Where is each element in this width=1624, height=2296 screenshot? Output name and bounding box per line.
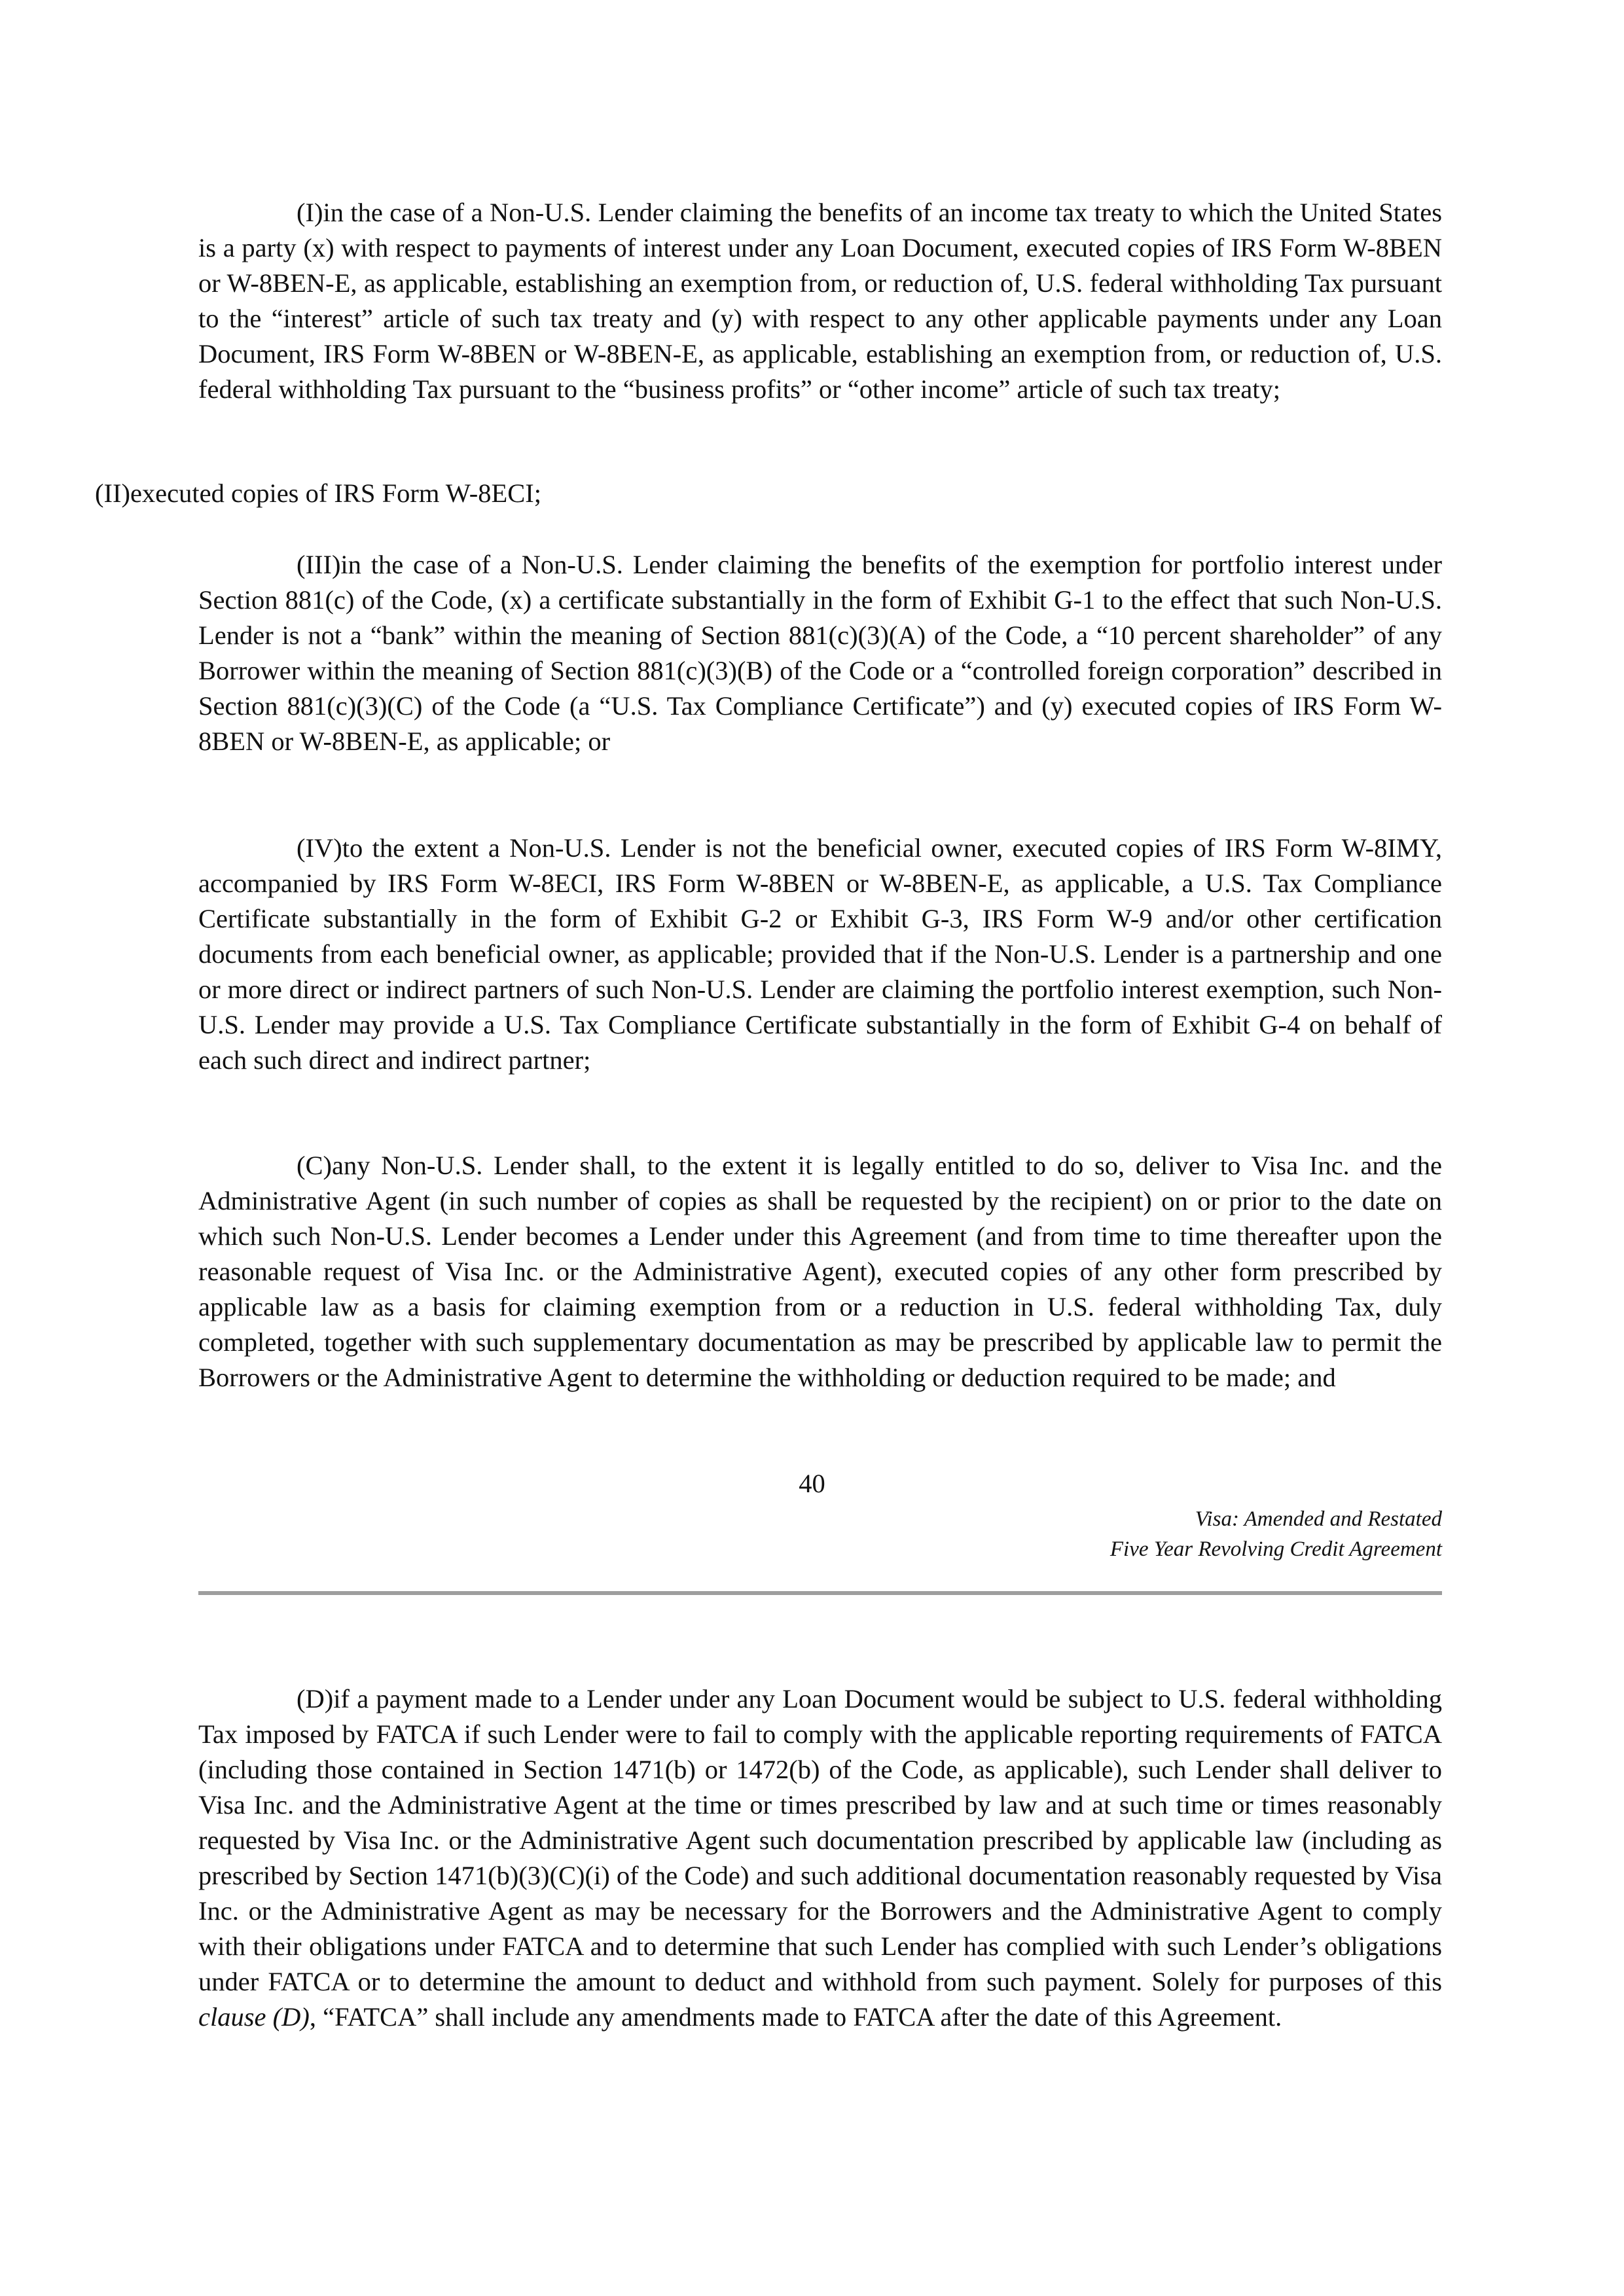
paragraph-i: (I)in the case of a Non-U.S. Lender claiming the benefits of an income tax treaty to which the United States is a party (x) with respect to payments of interest under any Loan Document, executed copies of IRS Form W-8BEN or W-8BEN-E, as applicable, establishing an exemption from, or reduction of, U.S. federal withholding Tax pursuant to the “interest” article of such tax treaty and (y) with respect to any other applicable payments under any Loan Document, IRS Form W-8BEN or W-8BEN-E, as applicable, establishing an exemption from, or reduction of, U.S. federal withholding Tax pursuant to the “business profits” or “other income” article of such tax treaty; xyxy=(198,198,1442,404)
paragraph-d xyxy=(198,1681,1442,2035)
footer-line-2: Five Year Revolving Credit Agreement xyxy=(1110,1537,1442,1561)
paragraph-iv: (IV)to the extent a Non-U.S. Lender is not the beneficial owner, executed copies of IRS Form W-8IMY, accompanied by IRS Form W-8ECI, IRS Form W-8BEN or W-8BEN-E, as applicable, a U.S. Tax Compliance Certificate substantially in the form of Exhibit G-2 or Exhibit G-3, IRS Form W-9 and/or other certification documents from each beneficial owner, as applicable; provided that if the Non-U.S. Lender is a partnership and one or more direct or indirect partners of such Non-U.S. Lender are claiming the portfolio interest exemption, such Non-U.S. Lender may provide a U.S. Tax Compliance Certificate substantially in the form of Exhibit G-4 on behalf of each such direct and indirect partner; xyxy=(198,833,1442,1075)
running-footer xyxy=(1110,1504,1442,1564)
footer-line-1: Visa: Amended and Restated xyxy=(1195,1507,1442,1531)
paragraph-d-italic-ref: clause (D) xyxy=(198,2002,310,2032)
paragraph-c: (C)any Non-U.S. Lender shall, to the extent it is legally entitled to do so, deliver to Visa Inc. and the Administrative Agent (in such number of copies as shall be requested by the recipient) on or prior to the date on which such Non-U.S. Lender becomes a Lender under this Agreement (and from time to time thereafter upon the reasonable request of Visa Inc. or the Administrative Agent), executed copies of any other form prescribed by applicable law as a basis for claiming exemption from or a reduction in U.S. federal withholding Tax, duly completed, together with such supplementary documentation as may be prescribed by applicable law to permit the Borrowers or the Administrative Agent to determine the withholding or deduction required to be made; and xyxy=(198,1151,1442,1392)
page-number: 40 xyxy=(799,1469,825,1498)
paragraph-d-text-1: (D)if a payment made to a Lender under any Loan Document would be subject to U.S. federal withholding Tax imposed by FATCA if such Lender were to fail to comply with the applicable reporting requirements of FATCA (including those contained in Section 1471(b) or 1472(b) of the Code, as applicable), such Lender shall deliver to Visa Inc. and the Administrative Agent at the time or times prescribed by law and at such time or times reasonably requested by Visa Inc. or the Administrative Agent such documentation prescribed by applicable law (including as prescribed by Section 1471(b)(3)(C)(i) of the Code) and such additional documentation reasonably requested by Visa Inc. or the Administrative Agent as may be necessary for the Borrowers and the Administrative Agent to comply with their obligations under FATCA and to determine that such Lender has complied with such Lender’s obligations under FATCA or to determine the amount to deduct and withhold from such payment. Solely for purposes of this xyxy=(198,1684,1442,1996)
paragraph-d-text-2: , “FATCA” shall include any amendments made to FATCA after the date of this Agreement. xyxy=(309,2002,1282,2032)
paragraph-iii: (III)in the case of a Non-U.S. Lender claiming the benefits of the exemption for portfolio interest under Section 881(c) of the Code, (x) a certificate substantially in the form of Exhibit G-1 to the effect that such Non-U.S. Lender is not a “bank” within the meaning of Section 881(c)(3)(A) of the Code, a “10 percent shareholder” of any Borrower within the meaning of Section 881(c)(3)(B) of the Code or a “controlled foreign corporation” described in Section 881(c)(3)(C) of the Code (a “U.S. Tax Compliance Certificate”) and (y) executed copies of IRS Form W-8BEN or W-8BEN-E, as applicable; or xyxy=(198,550,1442,756)
page-break-rule xyxy=(198,1591,1442,1595)
paragraph-ii: (II)executed copies of IRS Form W-8ECI; xyxy=(95,478,541,508)
